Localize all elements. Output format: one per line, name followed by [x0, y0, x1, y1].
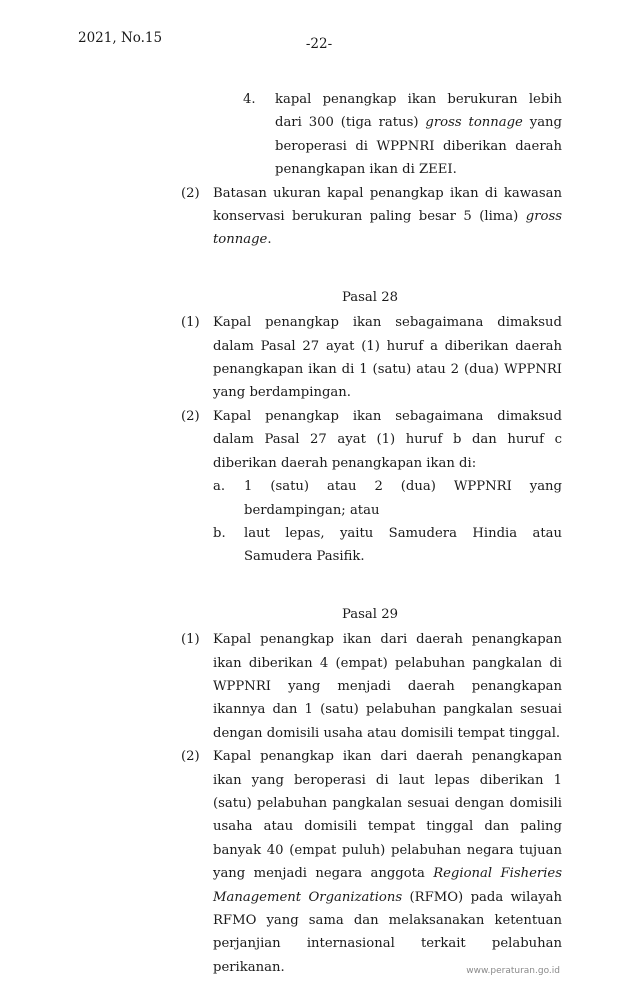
item-letter: a. [213, 479, 226, 495]
paragraph-text: Batasan ukuran kapal penangkap ikan di kawasan konservasi berukuran paling besar 5 (lima) gross tonnage. [213, 185, 562, 248]
italic-term: gross tonnage [425, 115, 523, 131]
list-item [0, 88, 638, 182]
page-number: -22- [305, 36, 333, 52]
item-number: 4. [243, 92, 256, 107]
document-number: 2021, No.15 [78, 30, 163, 46]
paragraph [0, 182, 638, 252]
footer-url: www.peraturan.go.id [466, 966, 560, 976]
item-text: kapal penangkap ikan berukuran lebih dari 300 (tiga ratus) gross tonnage yang beroperasi di WPPNRI diberikan daerah penangkapan ikan di ZEEI. [275, 92, 562, 178]
paragraph [0, 311, 638, 405]
paragraph-text: Kapal penangkap ikan dari daerah penangkapan ikan yang beroperasi di laut lepas diberikan 1 (satu) pelabuhan pangkalan sesuai dengan domisili usaha atau domisili tempat tinggal dan paling banyak 40 (empat puluh) pelabuhan negara tujuan yang menjadi negara anggota Regional Fisheries Management Organizations (RFMO) pada wilayah RFMO yang sama dan melaksanakan ketentuan perjanjian internasional terkait pelabuhan perikanan. [213, 749, 562, 975]
paragraph-number: (2) [181, 749, 200, 765]
item-letter: b. [213, 525, 226, 541]
paragraph [0, 745, 638, 979]
paragraph-number: (1) [181, 315, 200, 331]
paragraph-text: Kapal penangkap ikan dari daerah penangkapan ikan diberikan 4 (empat) pelabuhan pangkalan di WPPNRI yang menjadi daerah penangkapan ikannya dan 1 (satu) pelabuhan pangkalan sesuai dengan domisili usaha atau domisili tempat tinggal. [213, 632, 562, 741]
item-text: 1 (satu) atau 2 (dua) WPPNRI yang berdampingan; atau [244, 479, 562, 518]
paragraph-text: Kapal penangkap ikan sebagaimana dimaksud dalam Pasal 27 ayat (1) huruf a diberikan daerah penangkapan ikan di 1 (satu) atau 2 (dua) WPPNRI yang berdampingan. [213, 315, 562, 401]
paragraph-number: (1) [181, 632, 200, 648]
paragraph-number: (2) [181, 408, 200, 424]
italic-term: Regional Fisheries Management Organizations [213, 866, 562, 905]
paragraph [0, 628, 638, 745]
document-body [0, 88, 638, 979]
paragraph-text: Kapal penangkap ikan sebagaimana dimaksud dalam Pasal 27 ayat (1) huruf b dan huruf c diberikan daerah penangkapan ikan di: [213, 408, 562, 471]
article-heading: Pasal 28 [342, 289, 398, 305]
italic-term: gross tonnage [213, 209, 562, 248]
paragraph [0, 405, 638, 475]
article-heading: Pasal 29 [342, 606, 398, 622]
list-item [0, 475, 638, 522]
item-text: laut lepas, yaitu Samudera Hindia atau Samudera Pasifik. [244, 525, 562, 565]
paragraph-number: (2) [181, 185, 200, 201]
list-item [0, 522, 638, 569]
